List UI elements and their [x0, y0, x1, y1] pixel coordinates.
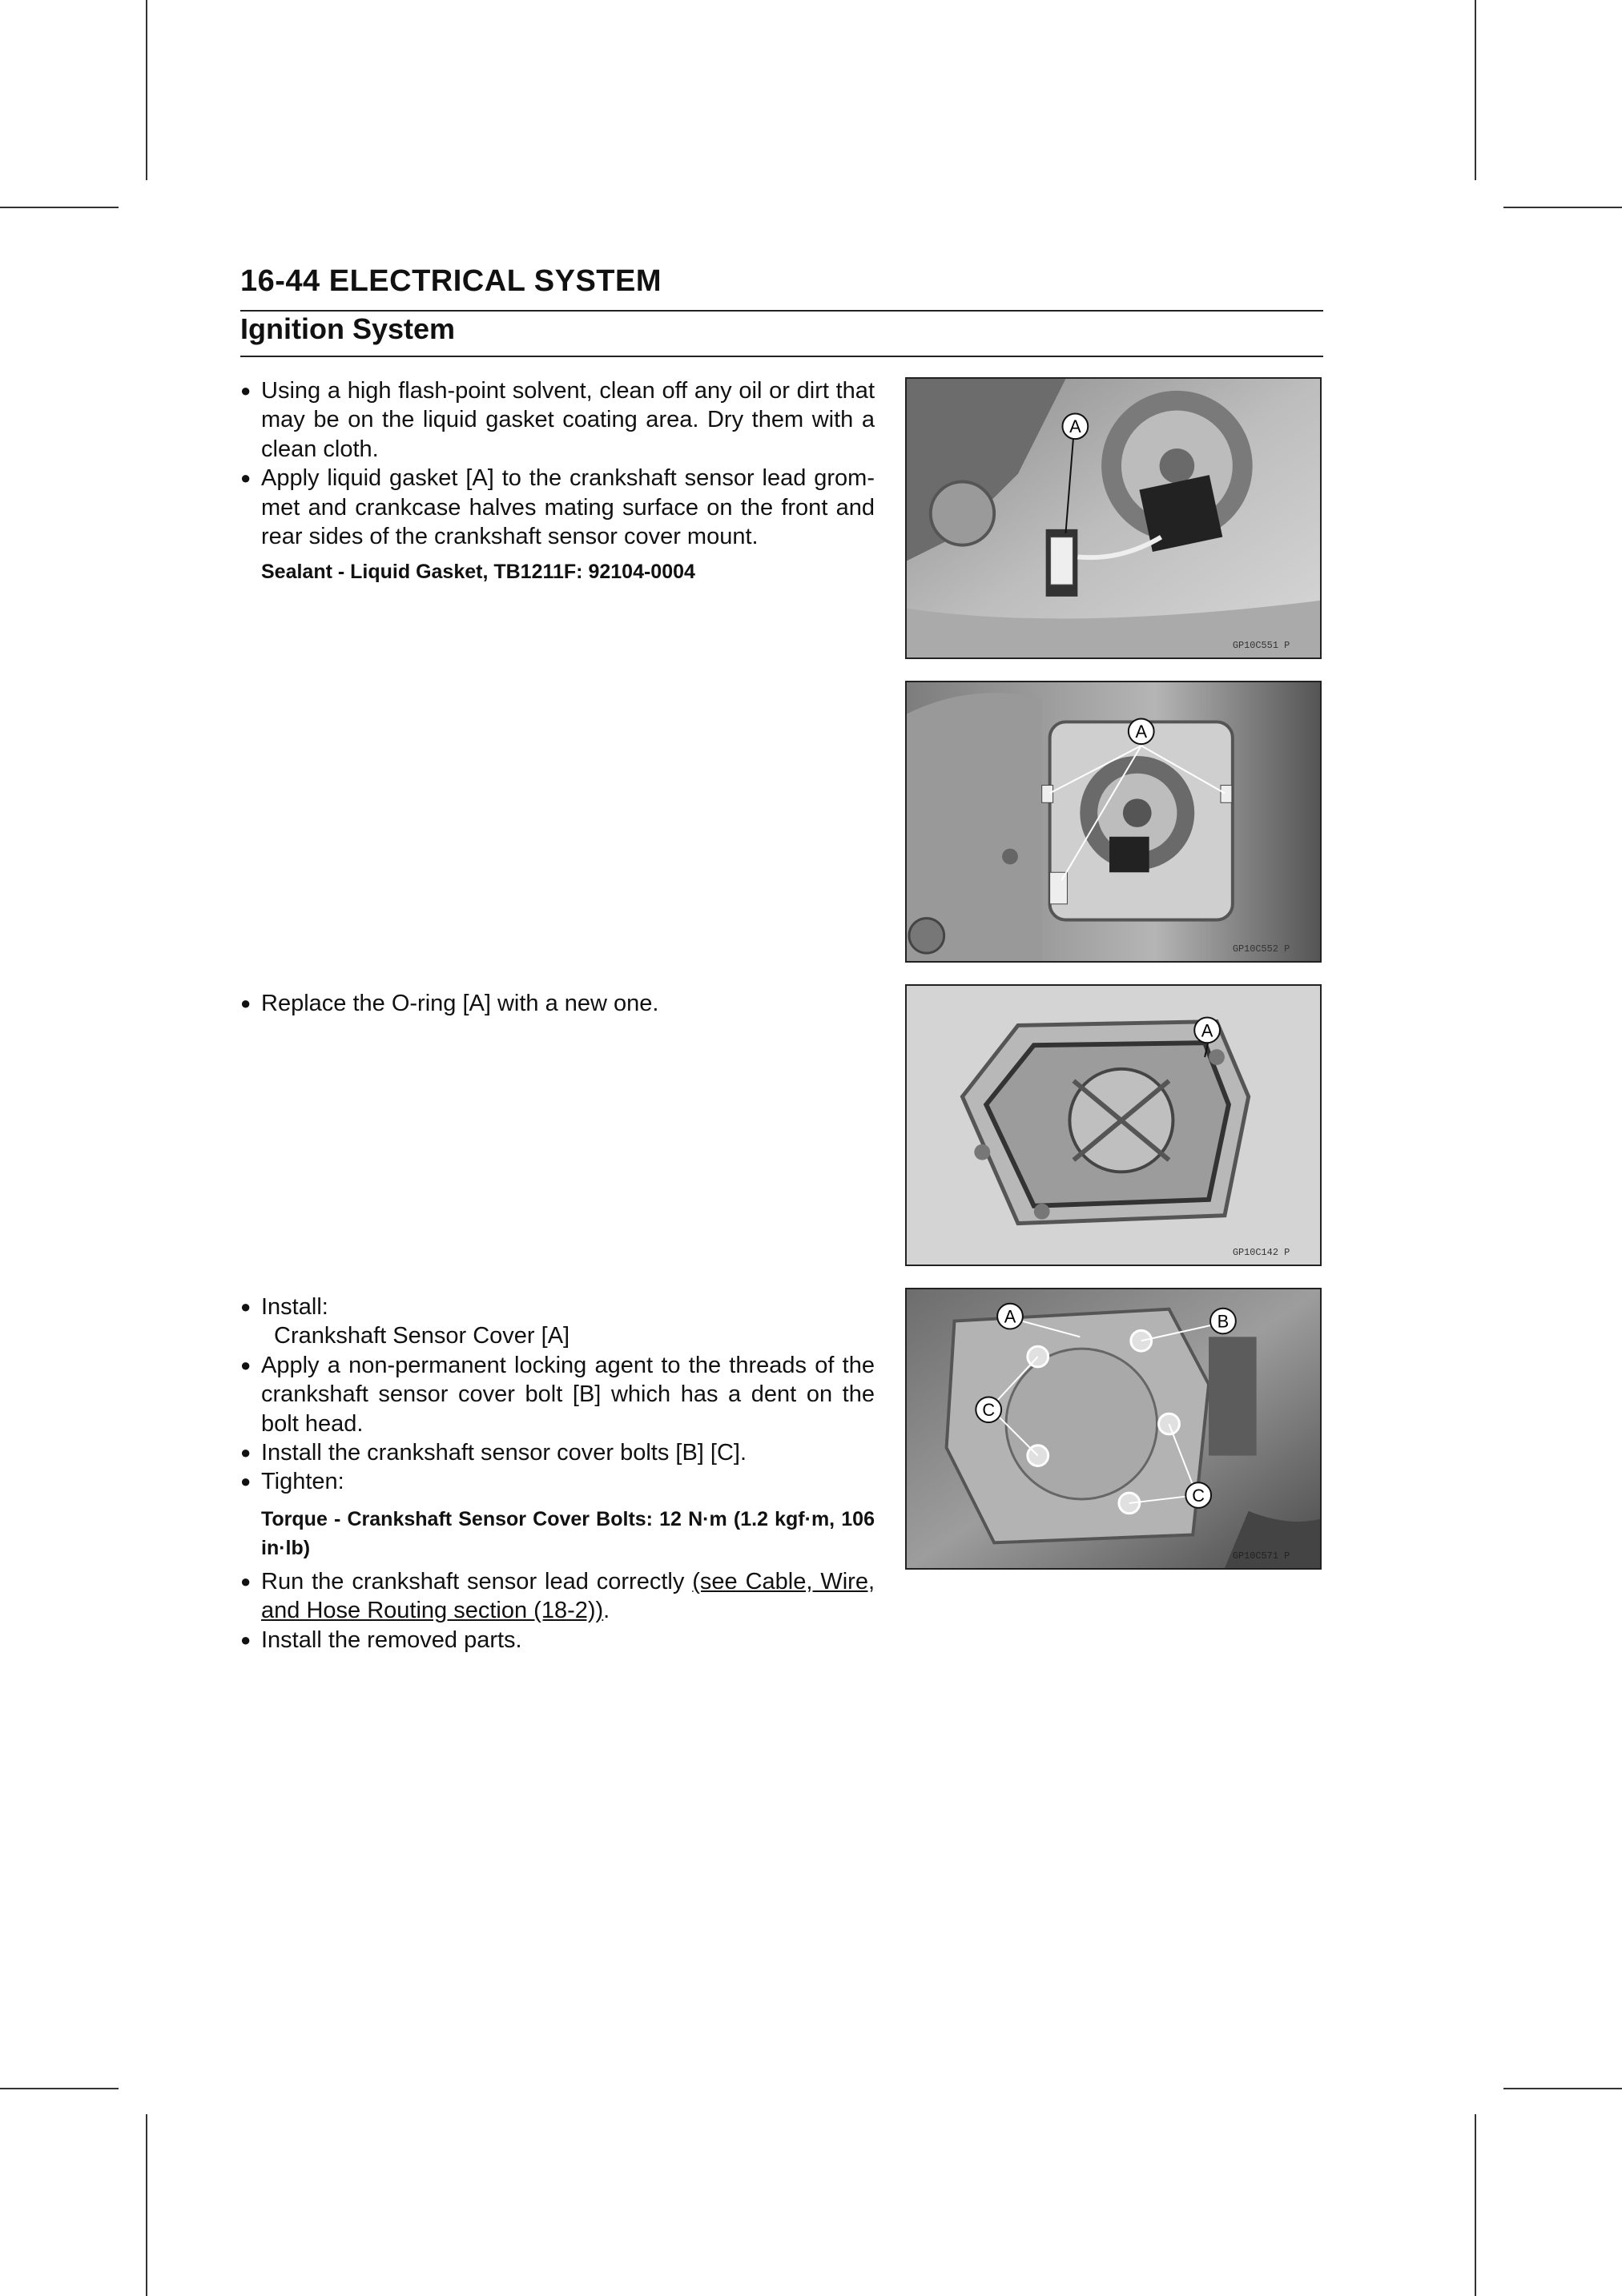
- crop-mark: [146, 2114, 147, 2296]
- callout-a: A: [1069, 416, 1081, 437]
- instruction-step: ● Tighten:: [240, 1467, 875, 1496]
- crop-mark: [146, 0, 147, 180]
- instruction-step: ● Replace the O-ring [A] with a new one.: [240, 989, 875, 1018]
- crop-mark: [1503, 2088, 1622, 2089]
- instructions-block-1: [240, 376, 875, 586]
- callout-c: C: [1192, 1485, 1205, 1506]
- crop-mark: [0, 207, 119, 208]
- instruction-step: ● Install the crankshaft sensor cover bolts [B] [C].: [240, 1438, 875, 1467]
- crop-mark: [1475, 0, 1476, 180]
- callout-a: A: [1201, 1020, 1213, 1041]
- crop-mark: [0, 2088, 119, 2089]
- callout-c: C: [982, 1400, 996, 1421]
- photo-code: GP10C571 P: [1232, 1550, 1290, 1562]
- callout-b: B: [1217, 1311, 1230, 1332]
- photo-sensor-cover-bolts: [905, 1288, 1322, 1570]
- instruction-step: ● Install the removed parts.: [240, 1626, 875, 1655]
- routing-section-link[interactable]: (see Cable, Wire, and Hose Routing section (18-2)): [261, 1568, 875, 1624]
- page-title: 16-44 ELECTRICAL SYSTEM: [240, 264, 662, 298]
- crop-mark: [1503, 207, 1622, 208]
- photo-code: GP10C142 P: [1232, 1247, 1290, 1259]
- callout-a: A: [1135, 722, 1148, 742]
- crop-mark: [1475, 2114, 1476, 2296]
- instruction-step: ● Using a high flash-point solvent, clean off any oil or dirt that may be on the liquid gasket coating area. Dry them with a clean cloth.: [240, 376, 875, 464]
- photo-crankshaft-sensor-grommet: [905, 377, 1322, 659]
- instruction-step: [240, 1567, 875, 1626]
- header-rule: [240, 310, 1323, 312]
- sealant-spec: Sealant - Liquid Gasket, TB1211F: 92104-0004: [261, 561, 695, 584]
- section-rule: [240, 356, 1323, 357]
- run-step-suffix: .: [603, 1598, 610, 1624]
- callout-a: A: [1004, 1306, 1016, 1327]
- install-item: Crankshaft Sensor Cover [A]: [274, 1323, 570, 1349]
- instructions-block-2: [240, 989, 875, 1018]
- instruction-step: ● Apply a non-permanent locking agent to the threads of the crankshaft sensor cover bolt [B] which has a dent on the bolt head.: [240, 1351, 875, 1438]
- photo-code: GP10C552 P: [1232, 943, 1290, 955]
- section-title: Ignition System: [240, 312, 456, 345]
- photo-o-ring-cover: [905, 984, 1322, 1266]
- instruction-step: ● Install:: [240, 1293, 875, 1321]
- torque-spec: Torque - Crankshaft Sensor Cover Bolts: 12 N·m (1.2 kgf·m, 106 in·lb): [261, 1507, 875, 1559]
- photo-code: GP10C551 P: [1232, 640, 1290, 652]
- run-step-text: Run the crankshaft sensor lead correctly: [261, 1568, 693, 1594]
- photo-liquid-gasket-locations: [905, 681, 1322, 963]
- instruction-step: ● Apply liquid gasket [A] to the crankshaft sensor lead grom-met and crankcase halves mating surface on the front and rear sides of the crankshaft sensor cover mount.: [240, 464, 875, 551]
- instructions-block-3: [240, 1293, 875, 1655]
